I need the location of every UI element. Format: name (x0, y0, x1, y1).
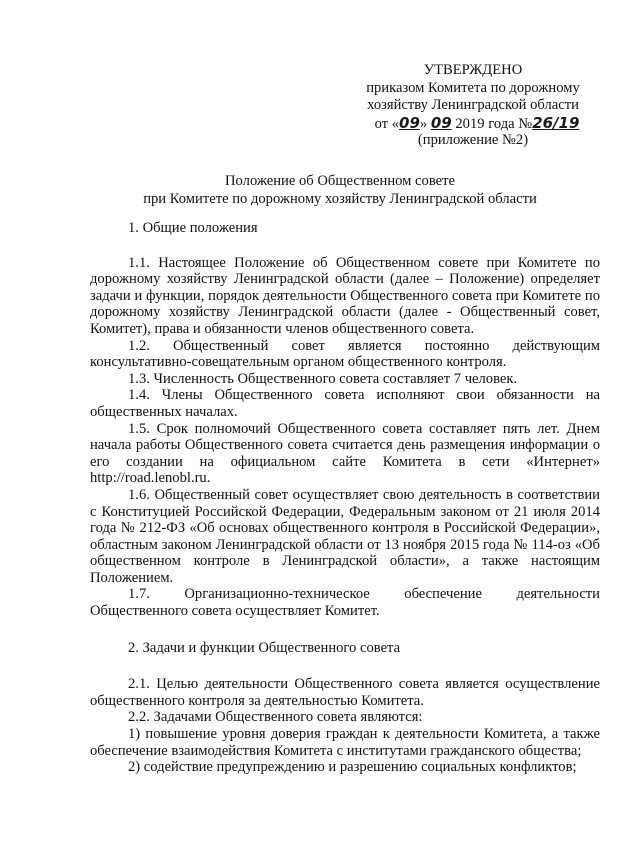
approval-line-2: хозяйству Ленинградской области (367, 97, 579, 113)
paragraph-1-2: 1.2. Общественный совет является постоянно действующим консультативно-совещательным органом общественного контроля. (90, 337, 600, 371)
paragraph-2-2: 2.2. Задачами Общественного совета являются: (128, 709, 423, 726)
paragraph-1-4: 1.4. Члены Общественного совета исполняют свои обязанности на общественных началах. (90, 387, 600, 420)
handwritten-month: 09 (430, 113, 452, 132)
date-suffix: 2019 года № (455, 115, 533, 132)
approval-appendix: (приложение №2) (417, 132, 529, 148)
paragraph-1-7: 1.7. Организационно-техническое обеспечение деятельности Общественного совета осуществляет Комитет. (90, 586, 600, 620)
document-body (90, 220, 600, 776)
approval-block (328, 62, 618, 150)
date-prefix: от « (374, 115, 400, 132)
handwritten-number: 26/19 (532, 113, 580, 132)
section-2-heading: 2. Задачи и функции Общественного совета (128, 639, 401, 656)
paragraph-1-3: 1.3. Численность Общественного совета составляет 7 человек. (128, 370, 518, 387)
paragraph-2-2-1: 1) повышение уровня доверия граждан к деятельности Комитета, а также обеспечение взаимодействия Комитета с институтами гражданского общества; (90, 726, 600, 759)
document-title (60, 173, 620, 208)
paragraph-2-1: 2.1. Целью деятельности Общественного совета является осуществление общественного контроля за деятельностью Комитета. (90, 676, 600, 709)
section-1-heading: 1. Общие положения (128, 220, 258, 236)
paragraph-1-1: 1.1. Настоящее Положение об Общественном совете при Комитете по дорожному хозяйству Ленинградской области (далее – Положение) определяет задачи и функции, порядок деятельности Общественного совета при Комитете по дорожному хозяйству Ленинградской области (далее - Общественный совет, Комитет), права и обязанности членов общественного совета. (90, 254, 600, 337)
title-line-1: Положение об Общественном совете (225, 173, 455, 189)
paragraph-2-2-2: 2) содействие предупреждению и разрешению социальных конфликтов; (128, 759, 577, 776)
title-line-2: при Комитете по дорожному хозяйству Ленинградской области (143, 190, 537, 207)
date-mid: » (419, 115, 428, 132)
paragraph-1-6: 1.6. Общественный совет осуществляет свою деятельность в соответствии с Конституцией Российской Федерации, Федеральным законом от 21 июля 2014 года № 212-ФЗ «Об основах общественного контроля в Российской Федерации», областным законом Ленинградской области от 13 ноября 2015 года № 114-оз «Об общественном контроле в Ленинградской области», а также настоящим Положением. (90, 486, 600, 586)
approval-line-1: приказом Комитета по дорожному (366, 79, 580, 96)
approval-title: УТВЕРЖДЕНО (423, 62, 523, 78)
approval-date-line (336, 115, 618, 133)
handwritten-day: 09 (399, 113, 420, 132)
paragraph-1-5: 1.5. Срок полномочий Общественного совета составляет пять лет. Днем начала работы Общественного совета считается день размещения информации о его создании на официальном сайте Комитета в сети «Интернет» http://road.lenobl.ru. (90, 420, 600, 487)
